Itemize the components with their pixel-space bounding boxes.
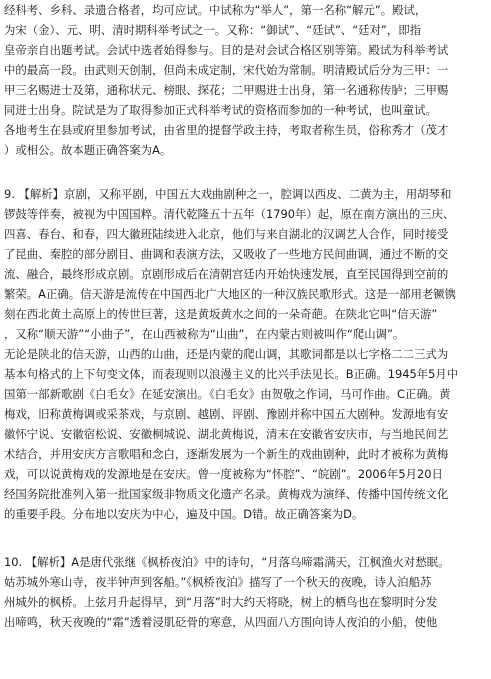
text-line: 皇帝亲自出题考试。会试中选者始得参与。目的是对会试合格区别等第。殿试为科举考试: [4, 43, 449, 57]
text-line: 甲三名赐进士及第，通称状元、榜眼、探花；二甲赐进士出身，第一名通称传胪；三甲赐: [4, 83, 449, 97]
answer-explanation-9: [4, 184, 488, 524]
text-line: 中的最高一段。由武则天创制，但尚未成定制，宋代始为常制。明清殿试后分为三甲：一: [4, 63, 449, 77]
text-line: ，又称“顺天游”“小曲子”，在山西被称为“山曲”，在内蒙古则被叫作“爬山调”。: [4, 327, 405, 341]
text-line: 姑苏城外寒山寺，夜半钟声到客船。”《枫桥夜泊》描写了一个秋天的夜晚，诗人泊船苏: [4, 575, 432, 589]
text-line: 了昆曲、秦腔的部分剧目、曲调和表演方法，又吸收了一些地方民间曲调，通过不断的交: [4, 247, 449, 261]
text-line: 的重要手段。分布地以安庆为中心，遍及中国。D错。故正确答案为D。: [4, 507, 364, 521]
text-line: 各地考生在县或府里参加考试，由省里的提督学政主持，考取者称生员，俗称秀才（茂才: [4, 123, 449, 137]
text-line: 繁荣。A正确。信天游是流传在中国西北广大地区的一种汉族民歌形式。这是一部用老镢镌: [4, 287, 457, 301]
text-line: 徽怀宁说、安徽宿松说、安徽桐城说、湖北黄梅说，清末在安徽省安庆市，与当地民间艺: [4, 427, 449, 441]
text-line: 锣鼓等伴奏，被视为中国国粹。清代乾隆五十五年（1790年）起，原在南方演出的三庆、: [4, 207, 455, 221]
text-line: 无论是陕北的信天游，山西的山曲，还是内蒙的爬山调，其歌词都是以七字格二二三式为: [4, 347, 449, 361]
text-line: 为宋（金）、元、明、清时期科举考试之一。又称：“御试”、“廷试”、“廷对”，即指: [4, 23, 421, 37]
text-line: 国第一部新歌剧《白毛女》在延安演出。《白毛女》由贺敬之作词，马可作曲。C正确。黄: [4, 387, 451, 401]
text-line: 戏，可以说黄梅戏的发源地是在安庆。曾一度被称为“怀腔”、“皖剧”。2006年5月20日: [4, 467, 443, 481]
paragraph-gap: [4, 524, 488, 552]
text-line: 9. 【解析】京剧，又称平剧，中国五大戏曲剧种之一，腔调以西皮、二黄为主，用胡琴和: [4, 187, 452, 201]
text-line: 四喜、春台、和春，四大徽班陆续进入北京，他们与来自湖北的汉调艺人合作，同时接受: [4, 227, 449, 241]
answer-explanation-10: [4, 552, 488, 632]
text-line: 流、融合，最终形成京剧。京剧形成后在清朝宫廷内开始快速发展，直至民国得到空前的: [4, 267, 449, 281]
paragraph-gap: [4, 160, 488, 184]
text-line: 出啼鸣，秋天夜晚的“霜”透着浸肌砭骨的寒意，从四面八方围向诗人夜泊的小船，使他: [4, 615, 438, 629]
text-line: 基本句格式的上下句变文体，而表现则以浪漫主义的比兴手法见长。B正确。1945年5月中: [4, 367, 459, 381]
text-line: 经科考、乡科、录遗合格者，均可应试。中试称为“举人”，第一名称“解元”。殿试，: [4, 3, 427, 17]
text-line: 刻在西北黄土高原上的传世巨著，这是黄坂黄水之间的一朵奇葩。在陕北它叫“信天游”: [4, 307, 438, 321]
answer-explanation-8-continued: [4, 0, 488, 160]
text-line: ）或相公。故本题正确答案为A。: [4, 143, 172, 157]
text-line: 术结合，并用安庆方言歌唱和念白，逐渐发展为一个新生的戏曲剧种，此时才被称为黄梅: [4, 447, 449, 461]
text-line: 经国务院批准列入第一批国家级非物质文化遗产名录。黄梅戏为演绎、传播中国传统文化: [4, 487, 449, 501]
text-line: 同进士出身。院试是为了取得参加正式科举考试的资格而参加的一种考试，也叫童试。: [4, 103, 437, 117]
text-line: 梅戏，旧称黄梅调或采茶戏，与京剧、越剧、评剧、豫剧并称中国五大剧种。发源地有安: [4, 407, 449, 421]
text-line: 州城外的枫桥。上弦月升起得早，到“月落”时大约天将晓，树上的栖鸟也在黎明时分发: [4, 595, 438, 609]
text-line: 10. 【解析】A是唐代张继《枫桥夜泊》中的诗句，“月落乌啼霜满天，江枫渔火对愁眠。: [4, 555, 450, 569]
